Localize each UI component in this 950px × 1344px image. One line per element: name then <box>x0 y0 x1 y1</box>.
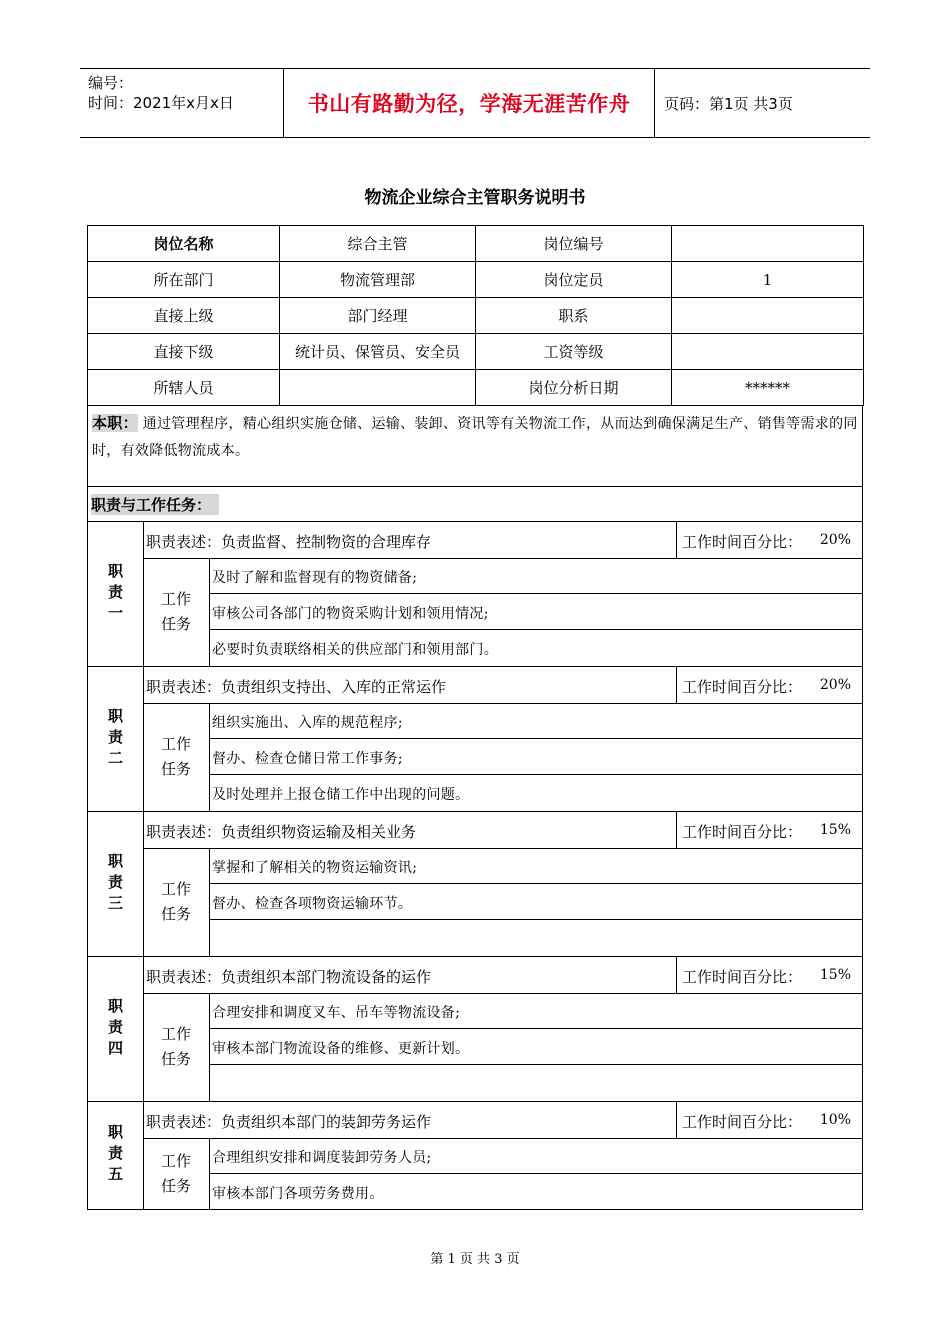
info-label-cell: 岗位定员 <box>476 262 672 298</box>
info-row <box>88 226 864 262</box>
task-row <box>209 558 862 594</box>
duty-name-cell <box>88 812 144 956</box>
info-value-cell: 物流管理部 <box>280 262 476 298</box>
document-title: 物流企业综合主管职务说明书 <box>364 188 586 208</box>
duty-summary-text: 通过管理程序，精心组织实施仓储、运输、装卸、资讯等有关物流工作，从而达到确保满足生产、销售等需求的同时，有效降低物流成本。 <box>92 416 858 459</box>
duty-desc-row <box>143 667 862 704</box>
task-text: 合理组织安排和调度装卸劳务人员; <box>212 1150 432 1166</box>
duty-desc-row <box>143 522 862 559</box>
duty-desc-row <box>143 957 862 994</box>
duty-block <box>87 957 863 1102</box>
duty-name: 职责四 <box>106 997 124 1061</box>
task-row <box>209 848 862 884</box>
info-value-cell: 统计员、保管员、安全员 <box>280 334 476 370</box>
task-text: 督办、检查仓储日常工作事务; <box>212 751 403 767</box>
task-text: 必要时负责联络相关的供应部门和领用部门。 <box>212 642 498 658</box>
responsibilities-label: 职责与工作任务： <box>91 494 219 515</box>
info-label-cell: 工资等级 <box>476 334 672 370</box>
duty-name-cell <box>88 522 144 666</box>
task-row <box>209 703 862 739</box>
time-percentage-value: 15% <box>819 967 851 983</box>
responsibilities-header <box>87 486 863 522</box>
page-header <box>80 68 870 138</box>
work-task-label <box>143 558 210 666</box>
info-label-cell: 直接下级 <box>88 334 280 370</box>
task-text: 及时了解和监督现有的物资储备; <box>212 570 418 586</box>
time-percentage-label: 工作时间百分比： <box>682 823 803 841</box>
doc-time-label: 时间：2021年x月x日 <box>88 94 234 112</box>
task-text: 审核公司各部门的物资采购计划和领用情况; <box>212 606 489 622</box>
duty-block <box>87 667 863 812</box>
task-row <box>209 1138 862 1174</box>
task-row <box>209 993 862 1029</box>
duty-description: 职责表述：负责组织本部门物流设备的运作 <box>146 968 432 986</box>
duty-name-cell <box>88 957 144 1101</box>
info-label-cell: 岗位分析日期 <box>476 370 672 406</box>
info-row <box>88 370 864 406</box>
info-label-cell: 职系 <box>476 298 672 334</box>
time-percentage-cell <box>676 667 864 703</box>
work-task-label-text: 工作任务 <box>160 880 191 923</box>
duty-summary <box>87 406 863 487</box>
info-value-cell <box>672 334 864 370</box>
time-percentage-label: 工作时间百分比： <box>682 533 803 551</box>
time-percentage-value: 20% <box>819 532 851 548</box>
info-value-cell: 1 <box>672 262 864 298</box>
info-label-cell: 所辖人员 <box>88 370 280 406</box>
duty-name-cell <box>88 667 144 811</box>
task-row <box>209 884 862 920</box>
info-value-cell <box>672 226 864 262</box>
duty-desc-row <box>143 1102 862 1139</box>
task-row <box>209 630 862 666</box>
time-percentage-label: 工作时间百分比： <box>682 1113 803 1131</box>
info-value-cell <box>280 370 476 406</box>
time-percentage-cell <box>676 957 864 993</box>
task-row <box>209 775 862 811</box>
task-text: 审核本部门各项劳务费用。 <box>212 1186 384 1202</box>
info-label-cell: 岗位编号 <box>476 226 672 262</box>
work-task-label-text: 工作任务 <box>160 1025 191 1068</box>
time-percentage-cell <box>676 522 864 558</box>
work-task-label <box>143 703 210 811</box>
time-percentage-value: 15% <box>819 822 851 838</box>
task-row <box>209 920 862 956</box>
header-motto: 书山有路勤为径，学海无涯苦作舟 <box>283 69 655 137</box>
page-footer: 第 1 页 共 3 页 <box>430 1252 520 1267</box>
header-meta <box>88 73 280 113</box>
time-percentage-value: 20% <box>819 677 851 693</box>
duty-description: 职责表述：负责组织支持出、入库的正常运作 <box>146 678 447 696</box>
task-row <box>209 594 862 630</box>
duty-description: 职责表述：负责监督、控制物资的合理库存 <box>146 533 432 551</box>
time-percentage-cell <box>676 812 864 848</box>
duty-name: 职责五 <box>106 1124 124 1187</box>
header-page-info: 页码：第1页 共3页 <box>664 95 793 113</box>
task-row <box>209 739 862 775</box>
task-text: 及时处理并上报仓储工作中出现的问题。 <box>212 787 470 803</box>
doc-number-label: 编号： <box>88 74 134 92</box>
position-info-table <box>87 225 864 406</box>
info-label-cell: 岗位名称 <box>88 226 280 262</box>
duty-name-cell <box>88 1102 144 1209</box>
task-row <box>209 1174 862 1210</box>
info-value-cell <box>672 298 864 334</box>
work-task-label-text: 工作任务 <box>160 1151 191 1195</box>
time-percentage-cell <box>676 1102 864 1138</box>
duty-name: 职责二 <box>106 707 124 771</box>
info-label-cell: 所在部门 <box>88 262 280 298</box>
duty-block <box>87 1102 863 1210</box>
duty-name: 职责一 <box>106 562 124 626</box>
info-label-cell: 直接上级 <box>88 298 280 334</box>
duty-description: 职责表述：负责组织物资运输及相关业务 <box>146 823 417 841</box>
info-value-cell: ****** <box>672 370 864 406</box>
info-row <box>88 262 864 298</box>
task-text: 组织实施出、入库的规范程序; <box>212 715 403 731</box>
duty-description: 职责表述：负责组织本部门的装卸劳务运作 <box>146 1113 432 1131</box>
info-value-cell: 综合主管 <box>280 226 476 262</box>
info-row <box>88 334 864 370</box>
task-text: 合理安排和调度叉车、吊车等物流设备; <box>212 1005 461 1021</box>
work-task-label <box>143 993 210 1101</box>
info-row <box>88 298 864 334</box>
time-percentage-label: 工作时间百分比： <box>682 968 803 986</box>
work-task-label-text: 工作任务 <box>160 735 191 778</box>
work-task-label <box>143 848 210 956</box>
duty-desc-row <box>143 812 862 849</box>
work-task-label-text: 工作任务 <box>160 590 191 633</box>
duty-block <box>87 812 863 957</box>
duty-name: 职责三 <box>106 852 124 916</box>
duty-block <box>87 522 863 667</box>
time-percentage-label: 工作时间百分比： <box>682 678 803 696</box>
task-text: 掌握和了解相关的物资运输资讯; <box>212 860 418 876</box>
task-row <box>209 1065 862 1101</box>
task-row <box>209 1029 862 1065</box>
task-text: 督办、检查各项物资运输环节。 <box>212 896 413 912</box>
task-text: 审核本部门物流设备的维修、更新计划。 <box>212 1041 470 1057</box>
duty-summary-label: 本职： <box>92 414 138 432</box>
time-percentage-value: 10% <box>819 1112 851 1128</box>
work-task-label <box>143 1138 210 1209</box>
info-value-cell: 部门经理 <box>280 298 476 334</box>
